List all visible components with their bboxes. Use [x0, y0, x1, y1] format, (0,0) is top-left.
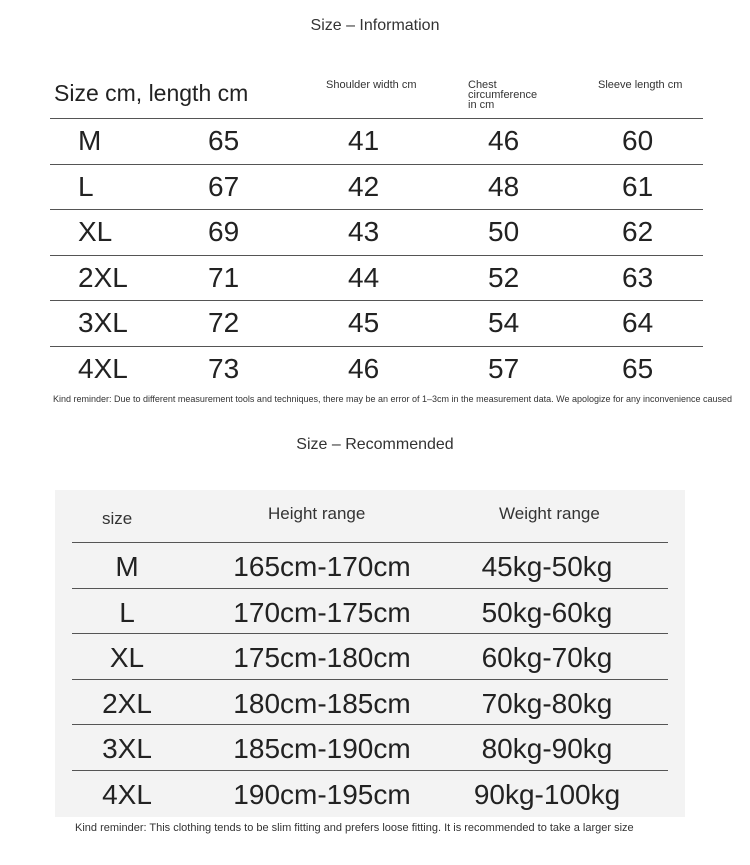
header-size-length: Size cm, length cm	[54, 80, 249, 106]
table-row	[72, 543, 668, 589]
table-row	[72, 725, 668, 771]
header-chest-circumference	[468, 80, 578, 110]
table-row	[72, 680, 668, 726]
weight-range-cell: 45kg-50kg	[481, 551, 613, 582]
table-row	[72, 771, 668, 816]
shoulder-cell: 42	[348, 170, 380, 202]
header-chest-line3: in cm	[468, 99, 495, 111]
header-chest-line1: Chest	[468, 79, 497, 91]
shoulder-cell: 44	[348, 261, 380, 293]
height-range-cell: 185cm-190cm	[233, 733, 411, 764]
shoulder-cell: 45	[348, 307, 380, 338]
length-cell: 72	[208, 307, 240, 338]
table-row	[50, 347, 703, 392]
length-cell: 69	[208, 216, 240, 247]
chest-cell: 48	[488, 170, 520, 202]
height-range-cell: 170cm-175cm	[233, 596, 411, 628]
header-height-range: Height range	[268, 504, 366, 523]
table-row	[72, 589, 668, 635]
size-cell: 4XL	[102, 778, 152, 810]
header-sleeve-length: Sleeve length cm	[598, 79, 683, 91]
sleeve-cell: 60	[622, 125, 654, 156]
size-cell: L	[119, 596, 135, 628]
weight-range-cell: 50kg-60kg	[481, 596, 613, 628]
weight-range-cell: 60kg-70kg	[481, 642, 613, 673]
height-range-cell: 175cm-180cm	[233, 642, 411, 673]
shoulder-cell: 46	[348, 352, 380, 384]
size-cell: M	[115, 551, 139, 582]
table-row	[50, 301, 703, 347]
weight-range-cell: 90kg-100kg	[473, 778, 621, 810]
size-recommended-header	[72, 494, 668, 543]
sleeve-cell: 65	[622, 352, 654, 384]
length-cell: 73	[208, 352, 240, 384]
size-cell: XL	[78, 216, 113, 247]
size-information-title: Size – Information	[310, 17, 440, 34]
size-cell: L	[78, 170, 94, 202]
length-cell: 71	[208, 261, 240, 293]
chest-cell: 52	[488, 261, 520, 293]
size-cell: 2XL	[78, 261, 128, 293]
size-cell: 3XL	[102, 733, 152, 764]
height-range-cell: 180cm-185cm	[233, 687, 411, 719]
table-row	[50, 165, 703, 211]
chest-cell: 54	[488, 307, 520, 338]
size-cell: 3XL	[78, 307, 128, 338]
height-range-cell: 165cm-170cm	[233, 551, 411, 582]
table-row	[50, 119, 703, 165]
size-cell: 2XL	[102, 687, 152, 719]
size-recommended-title: Size – Recommended	[296, 436, 454, 453]
sleeve-cell: 63	[622, 261, 654, 293]
header-size: size	[102, 509, 133, 528]
shoulder-cell: 43	[348, 216, 380, 247]
header-shoulder-width: Shoulder width cm	[326, 79, 417, 91]
table-row	[72, 634, 668, 680]
measurement-reminder: Kind reminder: Due to different measurement tools and techniques, there may be an error of 1–3cm in the measurement data. We apologize for any inconvenience caused	[53, 394, 733, 404]
sleeve-cell: 62	[622, 216, 654, 247]
table-row	[50, 210, 703, 256]
chest-cell: 50	[488, 216, 520, 247]
length-cell: 65	[208, 125, 240, 156]
size-information-header	[50, 70, 703, 119]
size-information-table	[50, 70, 703, 391]
sleeve-cell: 61	[622, 170, 654, 202]
height-range-cell: 190cm-195cm	[233, 778, 411, 810]
size-cell: M	[78, 125, 102, 156]
size-cell: XL	[109, 642, 145, 673]
chest-cell: 46	[488, 125, 520, 156]
size-recommended-table	[72, 494, 668, 815]
sleeve-cell: 64	[622, 307, 654, 338]
length-cell: 67	[208, 170, 240, 202]
weight-range-cell: 70kg-80kg	[481, 687, 613, 719]
size-cell: 4XL	[78, 352, 128, 384]
header-weight-range: Weight range	[499, 504, 600, 523]
shoulder-cell: 41	[348, 125, 380, 156]
weight-range-cell: 80kg-90kg	[481, 733, 613, 764]
header-chest-line2: circumference	[468, 89, 538, 101]
table-row	[50, 256, 703, 302]
fit-reminder: Kind reminder: This clothing tends to be slim fitting and prefers loose fitting. It is recommended to take a larger size	[75, 822, 634, 834]
chest-cell: 57	[488, 352, 520, 384]
